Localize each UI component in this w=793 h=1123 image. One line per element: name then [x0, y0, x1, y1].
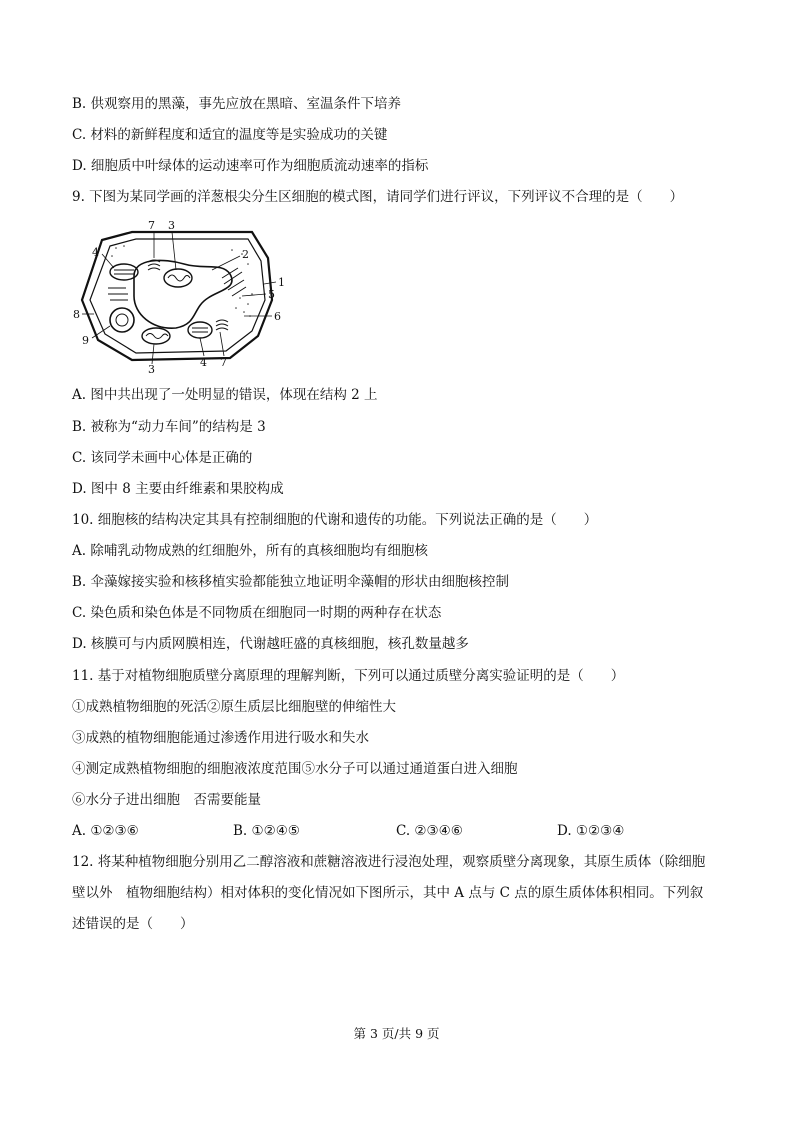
- q9-option-a: A. 图中共出现了一处明显的错误，体现在结构 2 上: [72, 387, 378, 403]
- label-3-bottom: 3: [148, 363, 155, 374]
- q10-option-d: D. 核膜可与内质网膜相连，代谢越旺盛的真核细胞，核孔数量越多: [72, 636, 469, 652]
- cell-membrane-inner: [90, 239, 265, 353]
- q10-option-a: A. 除哺乳动物成熟的红细胞外，所有的真核细胞均有细胞核: [72, 543, 428, 559]
- onion-root-tip-cell-diagram: [72, 218, 288, 374]
- label-1: 1: [278, 276, 285, 289]
- golgi-bottom: [216, 320, 228, 330]
- q8-option-d: D. 细胞质中叶绿体的运动速率可作为细胞质流动速率的指标: [72, 158, 429, 174]
- q11-items-line-4: ⑥水分子进出细胞 否需要能量: [72, 792, 261, 808]
- q9-option-c: C. 该同学未画中心体是正确的: [72, 450, 253, 466]
- label-6: 6: [274, 310, 281, 323]
- q12-stem-line-1: 12. 将某种植物细胞分别用乙二醇溶液和蔗糖溶液进行浸泡处理，观察质壁分离现象，其原生质体（除细胞: [72, 854, 706, 870]
- q12-stem-line-3: 述错误的是（ ）: [72, 916, 194, 932]
- q9-option-d: D. 图中 8 主要由纤维素和果胶构成: [72, 481, 284, 497]
- label-7-bottom: 7: [220, 356, 227, 369]
- golgi-top: [148, 260, 160, 270]
- cell-diagram-svg: [72, 218, 288, 374]
- label-5: 5: [268, 288, 275, 301]
- q12-stem-line-2: 壁以外 植物细胞结构）相对体积的变化情况如下图所示，其中 A 点与 C 点的原生质体体积相同。下列叙: [72, 885, 704, 901]
- q11-stem: 11. 基于对植物细胞质壁分离原理的理解判断，下列可以通过质壁分离实验证明的是（ ）: [72, 668, 625, 684]
- large-vacuole: [134, 260, 232, 328]
- organelle-4-bottom: [188, 322, 212, 338]
- endoplasmic-reticulum: [222, 268, 246, 296]
- label-4-bottom: 4: [200, 356, 207, 369]
- label-9: 9: [82, 334, 89, 347]
- q10-option-b: B. 伞藻嫁接实验和核移植实验都能独立地证明伞藻帽的形状由细胞核控制: [72, 574, 510, 590]
- page-footer: 第 3 页/共 9 页: [353, 1026, 440, 1041]
- q11-option-d: D. ①②③④: [557, 823, 625, 839]
- q11-items-line-1: ①成熟植物细胞的死活②原生质层比细胞壁的伸缩性大: [72, 699, 396, 715]
- label-2: 2: [242, 248, 249, 261]
- q11-items-line-2: ③成熟的植物细胞能通过渗透作用进行吸水和失水: [72, 730, 369, 746]
- q11-option-c: C. ②③④⑥: [396, 823, 463, 839]
- q11-items-line-3: ④测定成熟植物细胞的细胞液浓度范围⑤水分子可以通过通道蛋白进入细胞: [72, 761, 518, 777]
- label-3-top: 3: [168, 219, 175, 232]
- q11-option-a: A. ①②③⑥: [72, 823, 139, 839]
- q10-stem: 10. 细胞核的结构决定其具有控制细胞的代谢和遗传的功能。下列说法正确的是（ ）: [72, 512, 598, 528]
- label-4-top: 4: [92, 246, 99, 259]
- label-8: 8: [73, 308, 80, 321]
- q8-option-b: B. 供观察用的黑藻，事先应放在黑暗、室温条件下培养: [72, 96, 402, 112]
- q10-option-c: C. 染色质和染色体是不同物质在细胞同一时期的两种存在状态: [72, 605, 442, 621]
- label-7-top: 7: [148, 219, 155, 232]
- nucleus: [110, 308, 134, 332]
- q9-option-b: B. 被称为“动力车间”的结构是 3: [72, 419, 266, 435]
- q9-stem: 9. 下图为某同学画的洋葱根尖分生区细胞的模式图，请同学们进行评议，下列评议不合理的是（ ）: [72, 189, 684, 205]
- q11-option-b: B. ①②④⑤: [233, 823, 300, 839]
- q8-option-c: C. 材料的新鲜程度和适宜的温度等是实验成功的关键: [72, 127, 388, 143]
